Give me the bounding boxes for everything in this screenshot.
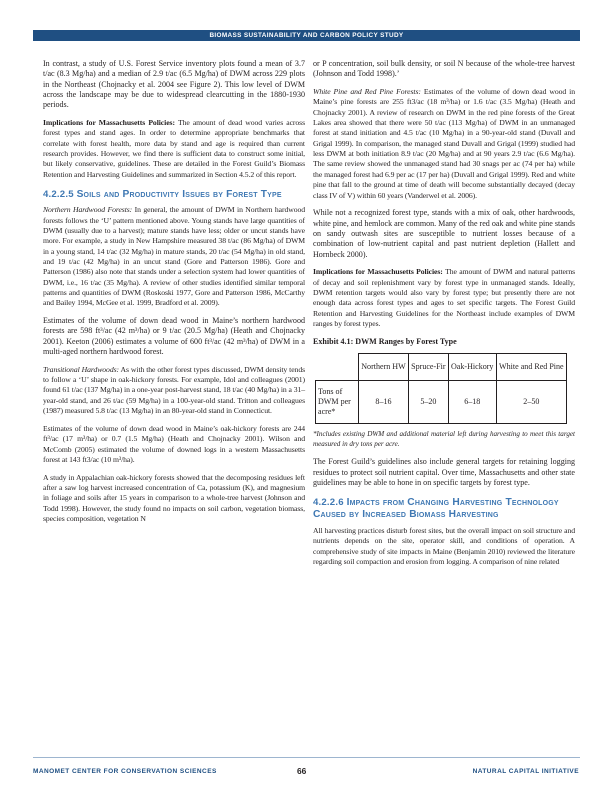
exhibit-title: Exhibit 4.1: DWM Ranges by Forest Type xyxy=(313,336,457,346)
paragraph-lead: Transitional Hardwoods: xyxy=(43,364,119,374)
table-cell: 8–16 xyxy=(359,381,409,424)
paragraph-text: The amount of dead wood varies across forest types and stand ages. In order to determine appropriate benchmarks that correlate with forest health, more data by stand and age is required than current research provides. However, we find there is sufficient data to construct some initial, but likely conservative, guidelines. These are detailed in the Forest Guild’s Biomass Retention and Harvesting Guidelines and summarized in Section 4.5.2 of this report. xyxy=(43,118,305,179)
table-column-header: Northern HW xyxy=(359,354,409,381)
paragraph-text: As with the other forest types discussed, DWM density tends to follow a ‘U’ shape in oak-hickory forests. For example, Idol and colleagues (2001) found 61 t/ac (137 Mg/ha) in a one-year post-harvest stand, 18 t/ac (40 Mg/ha) in a 31–year-old stand, and 26 t/ac (59 Mg/ha) in a 100-year-old stand. Tritton and colleagues (1987) measured 5.8 t/ac (13 Mg/ha) in an 80-year-old stand in Connecticut. xyxy=(43,364,305,416)
paragraph: While not a recognized forest type, stands with a mix of oak, other hardwoods, white pine, and hemlock are common. Many of the red oak and white pine stands on sandy outwash sites are susceptible to nutrient losses because of a combination of low-nutrient capital and past nutrient depletion (Hallett and Hornbeck 2000). xyxy=(313,208,575,259)
table-column-header: Spruce-Fir xyxy=(408,354,448,381)
running-header-title: BIOMASS SUSTAINABILITY AND CARBON POLICY STUDY xyxy=(33,30,580,41)
paragraph xyxy=(43,205,305,308)
paragraph-lead: Northern Hardwood Forests: xyxy=(43,205,133,215)
table-footnote: *Includes existing DWM and additional material left during harvesting to meet this target measured in dry tons per acre. xyxy=(313,430,575,448)
footer-organization: MANOMET CENTER FOR CONSERVATION SCIENCES xyxy=(33,768,217,775)
right-column xyxy=(313,59,575,575)
table-cell: 5–20 xyxy=(408,381,448,424)
table-row-header: Tons of DWM per acre* xyxy=(316,381,359,424)
paragraph: A study in Appalachian oak-hickory forests showed that the decomposing residues left after a saw log harvest increased concentration of Ca, potassium (K), and magnesium in foliage and soils after 15 years in comparison to a whole-tree harvest (Johnson and Todd 1998). However, the study found no impacts on soil carbon, vegetation biomass, species composition, vegetation N xyxy=(43,472,305,523)
paragraph xyxy=(43,365,305,417)
table-header-row xyxy=(316,354,567,381)
paragraph-lead: Implications for Massachusetts Policies: xyxy=(313,267,443,277)
paragraph-text: In general, the amount of DWM in Northern hardwood forests follows the ‘U’ pattern mentioned above. Young stands have large quantities of DWM (usually due to a harvest); mature stands have less; older or uncut stands have more. For example, a study in New Hampshire measured 38 t/ac (86 Mg/ha) of DWM in a young stand, 14 t/ac (32 Mg/ha) in mature stands, 20 t/ac (54 Mg/ha) in old stand, and 19 t/ac (42 Mg/ha) in an uncut stand (Gore and Patterson 1986). Gore and Patterson (1986) also note that stands under a selection system had lower quantities of DWM, i.e., 16 t/ac (35 Mg/ha). A review of other studies identified similar temporal patterns and quantities of DWM (Roskoski 1977, Gore and Patterson 1986, McCarthy and Bailey 1994, McGee et al. 1999, Bradford et al. 2009). xyxy=(43,205,305,308)
paragraph-text: The amount of DWM and natural patterns of decay and soil replenishment vary by forest type in unmanaged stands. Ideally, DWM retention targets would also vary by forest type; but presently there are not enough data across forest types and ages to set specific targets. The Forest Guild Retention and Harvesting Guidelines for the Northeast include examples of DWM ranges by forest types. xyxy=(313,267,575,329)
dwm-ranges-table xyxy=(315,353,567,424)
section-number: 4.2.2.6 xyxy=(313,496,344,508)
left-column xyxy=(43,59,305,532)
paragraph-text: Estimates of the volume of down dead wood in Maine’s pine forests are 255 ft3/ac (18 m³/ha) or 1.6 t/ac (3.5 Mg/ha) (Heath and Chojnacky 2001). A review of research on DWM in the red pine forests of the Great Lakes area showed that there were 50 t/ac (113 Mg/ha) of DWM in an unmanaged forest at stand initiation and 4.5 t/ac (10 Mg/ha) in a 90-year-old stand (Duvall and Grigal 1999). In comparison, the managed stand Duvall and Grigal (1999) studied had less DWM at both initiation 8.9 t/ac (20 Mg/ha) and at 90 years 2.9 t/ac (6.6 Mg/ha). The same review showed the unmanaged stand had 30 snags per ac (74 per ha) while the managed forest had 6.9 per ac (17 per ha) (Duvall and Grigal 1999). Red and white pine that fall to the ground at time of death will become substantially decayed (decay class IV of V) within 60 years (Vanderwel et al. 2006). xyxy=(313,87,575,200)
table-column-header: Oak-Hickory xyxy=(448,354,496,381)
table-cell: 6–18 xyxy=(448,381,496,424)
table-corner-cell xyxy=(316,354,359,381)
footer-initiative: NATURAL CAPITAL INITIATIVE xyxy=(472,768,579,775)
paragraph: The Forest Guild’s guidelines also include general targets for retaining logging residues to protect soil nutrient capital. Over time, Massachusetts and other state guidelines may be able to hone in on specific targets by forest type. xyxy=(313,457,575,488)
paragraph: or P concentration, soil bulk density, or soil N because of the whole-tree harvest (Johnson and Todd 1998).’ xyxy=(313,59,575,79)
table-cell: 2–50 xyxy=(496,381,566,424)
table-row xyxy=(316,381,567,424)
paragraph xyxy=(313,267,575,329)
section-heading xyxy=(43,188,305,201)
paragraph-lead: White Pine and Red Pine Forests: xyxy=(313,87,421,97)
section-title: Impacts from Changing Harvesting Technology Caused by Increased Biomass Harvesting xyxy=(313,496,559,521)
page-header xyxy=(0,0,612,55)
paragraph: Estimates of the volume of down dead wood in Maine’s oak-hickory forests are 244 ft³/ac (17 m³/ha) or 0.7 (1.5 Mg/ha) (Heath and Chojnacky 2001). Wilson and McComb (2005) estimated the volume of downed logs in a western Massachusetts forest at 143 ft3/ac (10 m³/ha). xyxy=(43,423,305,464)
paragraph-lead: Implications for Massachusetts Policies: xyxy=(43,118,175,128)
paragraph: Estimates of the volume of down dead wood in Maine’s northern hardwood forests are 598 ft³/ac (42 m³/ha) or 9 t/ac (20.5 Mg/ha) (Heath and Chojnacky 2001). Keeton (2006) estimates a volume of 600 ft³/ac (42 m³/ha) of DWM in a multi-aged northern hardwood forest. xyxy=(43,315,305,357)
section-number: 4.2.2.5 xyxy=(43,188,74,200)
paragraph xyxy=(313,87,575,201)
paragraph xyxy=(43,118,305,180)
paragraph: All harvesting practices disturb forest sites, but the overall impact on soil structure and nutrients depends on the site, operator skill, and conditions of operation. A comprehensive study of site impacts in Maine (Benjamin 2010) reviewed the literature regarding soil compaction and erosion from logging. A comparison of nine related xyxy=(313,525,575,566)
footer-divider xyxy=(33,757,580,758)
paragraph: In contrast, a study of U.S. Forest Service inventory plots found a mean of 3.7 t/ac (8.3 Mg/ha) and a median of 2.9 t/ac (6.5 Mg/ha) of DWM across 229 plots in the Northeast (Chojnacky et al. 2004 see Figure 2). This low level of DWM across the landscape may be due to widespread clearcutting in the 1880-1930 periods. xyxy=(43,59,305,110)
page-number: 66 xyxy=(297,766,307,776)
section-heading xyxy=(313,496,575,521)
section-title: Soils and Productivity Issues by Forest Type xyxy=(76,188,282,200)
table-column-header: White and Red Pine xyxy=(496,354,566,381)
